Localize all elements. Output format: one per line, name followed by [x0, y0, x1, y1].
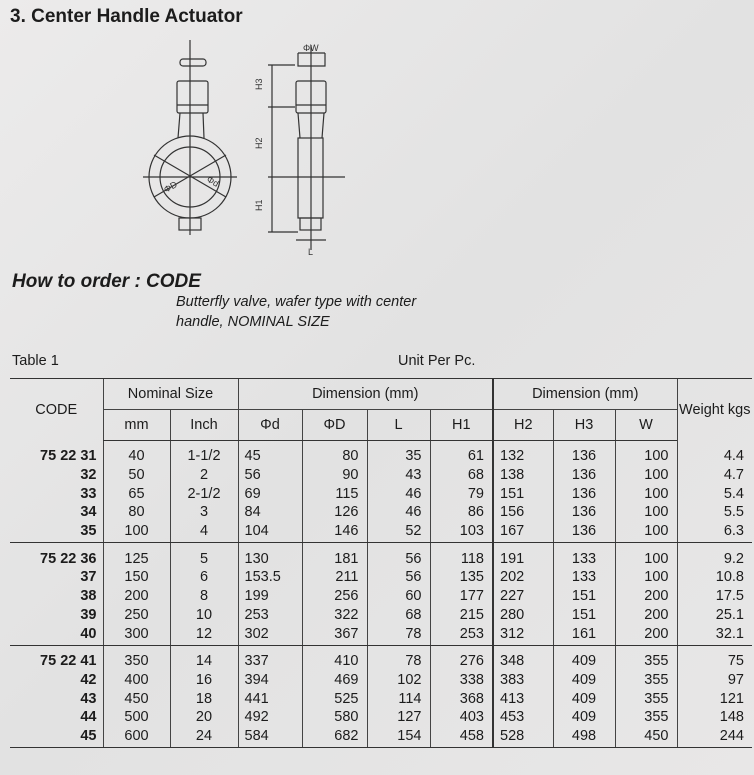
- cell-H2: 280: [493, 606, 553, 625]
- cell-L: 114: [367, 689, 430, 708]
- header-H1: H1: [430, 410, 493, 441]
- cell-phiD: 367: [302, 624, 367, 645]
- cell-phiD: 90: [302, 466, 367, 485]
- table-row: [10, 503, 752, 522]
- cell-mm: 100: [103, 522, 170, 543]
- cell-code: 32: [80, 467, 97, 484]
- cell-H1: 215: [430, 606, 493, 625]
- cell-phiD: 126: [302, 503, 367, 522]
- cell-weight: 148: [677, 708, 752, 727]
- table-row: [10, 466, 752, 485]
- cell-weight: 32.1: [677, 624, 752, 645]
- cell-H2: 413: [493, 689, 553, 708]
- cell-phid: 253: [238, 606, 302, 625]
- cell-W: 100: [615, 503, 677, 522]
- cell-phiD: 682: [302, 727, 367, 748]
- L-label: L: [308, 247, 314, 257]
- table-row: [10, 689, 752, 708]
- table-body: [10, 441, 752, 748]
- table-row: [10, 543, 752, 568]
- cell-phiD: 80: [302, 441, 367, 466]
- H2-label: H2: [254, 137, 264, 149]
- cell-L: 56: [367, 568, 430, 587]
- cell-H3: 151: [553, 606, 615, 625]
- header-W: W: [615, 410, 677, 441]
- cell-inch: 12: [170, 624, 238, 645]
- table-row: [10, 568, 752, 587]
- cell-phid: 84: [238, 503, 302, 522]
- cell-L: 43: [367, 466, 430, 485]
- cell-weight: 17.5: [677, 587, 752, 606]
- cell-weight: 244: [677, 727, 752, 748]
- cell-phid: 584: [238, 727, 302, 748]
- cell-inch: 2: [170, 466, 238, 485]
- cell-H1: 276: [430, 645, 493, 670]
- cell-inch: 6: [170, 568, 238, 587]
- cell-mm: 450: [103, 689, 170, 708]
- cell-mm: 65: [103, 484, 170, 503]
- cell-phid: 492: [238, 708, 302, 727]
- phid-label: Φd: [205, 174, 221, 189]
- cell-mm: 125: [103, 543, 170, 568]
- cell-code: 42: [80, 671, 97, 688]
- cell-inch: 20: [170, 708, 238, 727]
- cell-H1: 177: [430, 587, 493, 606]
- cell-H3: 136: [553, 484, 615, 503]
- order-description-line2: handle, NOMINAL SIZE: [176, 314, 330, 330]
- cell-H2: 312: [493, 624, 553, 645]
- cell-weight: 10.8: [677, 568, 752, 587]
- section-title: 3. Center Handle Actuator: [10, 6, 243, 27]
- cell-code: 33: [80, 485, 97, 502]
- cell-code: 45: [10, 727, 103, 748]
- cell-weight: 6.3: [677, 522, 752, 543]
- cell-code: 75 22 41: [40, 653, 97, 670]
- cell-H3: 498: [553, 727, 615, 748]
- cell-mm: 350: [103, 645, 170, 670]
- cell-H1: 135: [430, 568, 493, 587]
- cell-phiD: 211: [302, 568, 367, 587]
- header-weight: Weight kgs: [677, 379, 752, 441]
- cell-H3: 409: [553, 689, 615, 708]
- cell-H3: 136: [553, 466, 615, 485]
- cell-mm: 200: [103, 587, 170, 606]
- cell-weight: 4.4: [677, 441, 752, 466]
- H3-label: H3: [254, 78, 264, 90]
- table-row: [10, 606, 752, 625]
- cell-mm: 300: [103, 624, 170, 645]
- cell-inch: 14: [170, 645, 238, 670]
- cell-H2: 348: [493, 645, 553, 670]
- cell-code: 40: [10, 624, 103, 645]
- table-row: [10, 441, 752, 466]
- cell-phid: 153.5: [238, 568, 302, 587]
- cell-W: 355: [615, 708, 677, 727]
- cell-L: 127: [367, 708, 430, 727]
- cell-inch: 3: [170, 503, 238, 522]
- cell-phiD: 322: [302, 606, 367, 625]
- cell-W: 100: [615, 543, 677, 568]
- cell-code: 75 22 36: [40, 550, 97, 567]
- cell-L: 46: [367, 484, 430, 503]
- cell-inch: 2-1/2: [170, 484, 238, 503]
- cell-H2: 138: [493, 466, 553, 485]
- header-H2: H2: [493, 410, 553, 441]
- cell-code: 38: [80, 588, 97, 605]
- unit-label: Unit Per Pc.: [398, 353, 476, 369]
- cell-inch: 8: [170, 587, 238, 606]
- header-H3: H3: [553, 410, 615, 441]
- how-to-order-heading: How to order : CODE: [12, 271, 201, 292]
- cell-L: 46: [367, 503, 430, 522]
- cell-H2: 453: [493, 708, 553, 727]
- cell-phid: 56: [238, 466, 302, 485]
- cell-W: 355: [615, 645, 677, 670]
- cell-phid: 130: [238, 543, 302, 568]
- cell-H3: 409: [553, 645, 615, 670]
- header-phid: Φd: [238, 410, 302, 441]
- cell-phid: 337: [238, 645, 302, 670]
- table-row: [10, 727, 752, 748]
- cell-inch: 5: [170, 543, 238, 568]
- cell-weight: 97: [677, 671, 752, 690]
- cell-H2: 151: [493, 484, 553, 503]
- cell-phiD: 410: [302, 645, 367, 670]
- cell-phiD: 115: [302, 484, 367, 503]
- cell-mm: 500: [103, 708, 170, 727]
- cell-L: 78: [367, 624, 430, 645]
- cell-phid: 441: [238, 689, 302, 708]
- table-row: [10, 645, 752, 670]
- table-row: [10, 522, 752, 543]
- header-inch: Inch: [170, 410, 238, 441]
- cell-W: 355: [615, 689, 677, 708]
- cell-H1: 61: [430, 441, 493, 466]
- cell-phiD: 469: [302, 671, 367, 690]
- cell-W: 100: [615, 466, 677, 485]
- cell-W: 450: [615, 727, 677, 748]
- cell-H3: 133: [553, 568, 615, 587]
- cell-weight: 5.5: [677, 503, 752, 522]
- cell-L: 78: [367, 645, 430, 670]
- cell-weight: 121: [677, 689, 752, 708]
- cell-H2: 167: [493, 522, 553, 543]
- table-row: [10, 708, 752, 727]
- cell-H3: 136: [553, 441, 615, 466]
- cell-weight: 75: [677, 645, 752, 670]
- cell-phiD: 146: [302, 522, 367, 543]
- cell-code: 39: [80, 606, 97, 623]
- cell-H2: 227: [493, 587, 553, 606]
- cell-weight: 9.2: [677, 543, 752, 568]
- cell-W: 100: [615, 522, 677, 543]
- cell-H2: 202: [493, 568, 553, 587]
- cell-phid: 394: [238, 671, 302, 690]
- cell-mm: 400: [103, 671, 170, 690]
- cell-W: 200: [615, 624, 677, 645]
- cell-L: 154: [367, 727, 430, 748]
- header-nominal-size: Nominal Size: [103, 379, 238, 410]
- cell-phid: 45: [238, 441, 302, 466]
- cell-W: 200: [615, 606, 677, 625]
- cell-phid: 302: [238, 624, 302, 645]
- cell-mm: 40: [103, 441, 170, 466]
- cell-H3: 136: [553, 503, 615, 522]
- table-label: Table 1: [12, 353, 59, 369]
- cell-W: 100: [615, 484, 677, 503]
- cell-code: 75 22 31: [40, 448, 97, 465]
- front-view: [143, 40, 237, 235]
- cell-H2: 383: [493, 671, 553, 690]
- cell-mm: 50: [103, 466, 170, 485]
- cell-phid: 199: [238, 587, 302, 606]
- cell-phiD: 256: [302, 587, 367, 606]
- cell-L: 52: [367, 522, 430, 543]
- cell-mm: 250: [103, 606, 170, 625]
- header-phiD: ΦD: [302, 410, 367, 441]
- cell-H3: 409: [553, 708, 615, 727]
- cell-L: 35: [367, 441, 430, 466]
- cell-mm: 600: [103, 727, 170, 748]
- cell-inch: 24: [170, 727, 238, 748]
- cell-inch: 18: [170, 689, 238, 708]
- cell-phiD: 525: [302, 689, 367, 708]
- cell-mm: 80: [103, 503, 170, 522]
- cell-H1: 68: [430, 466, 493, 485]
- cell-H1: 86: [430, 503, 493, 522]
- cell-H1: 253: [430, 624, 493, 645]
- cell-code: 34: [80, 504, 97, 521]
- cell-inch: 1-1/2: [170, 441, 238, 466]
- cell-L: 60: [367, 587, 430, 606]
- cell-code: 37: [80, 569, 97, 586]
- cell-inch: 16: [170, 671, 238, 690]
- cell-W: 200: [615, 587, 677, 606]
- cell-H3: 151: [553, 587, 615, 606]
- valve-diagram: [140, 35, 350, 265]
- dimension-table: [10, 378, 752, 748]
- header-code: CODE: [10, 379, 103, 441]
- order-description-line1: Butterfly valve, wafer type with center: [176, 294, 417, 310]
- cell-phiD: 580: [302, 708, 367, 727]
- cell-phid: 104: [238, 522, 302, 543]
- cell-inch: 4: [170, 522, 238, 543]
- cell-H1: 403: [430, 708, 493, 727]
- cell-H1: 338: [430, 671, 493, 690]
- cell-W: 100: [615, 441, 677, 466]
- header-mm: mm: [103, 410, 170, 441]
- cell-L: 56: [367, 543, 430, 568]
- cell-phiD: 181: [302, 543, 367, 568]
- header-L: L: [367, 410, 430, 441]
- header-dimension-2: Dimension (mm): [493, 379, 677, 410]
- cell-W: 355: [615, 671, 677, 690]
- cell-H1: 79: [430, 484, 493, 503]
- cell-H3: 133: [553, 543, 615, 568]
- cell-mm: 150: [103, 568, 170, 587]
- cell-H3: 161: [553, 624, 615, 645]
- phiW-label: ΦW: [303, 43, 319, 53]
- cell-H3: 409: [553, 671, 615, 690]
- cell-H1: 118: [430, 543, 493, 568]
- table-row: [10, 587, 752, 606]
- table-row: [10, 624, 752, 645]
- cell-L: 102: [367, 671, 430, 690]
- cell-weight: 25.1: [677, 606, 752, 625]
- cell-L: 68: [367, 606, 430, 625]
- cell-H2: 156: [493, 503, 553, 522]
- cell-weight: 4.7: [677, 466, 752, 485]
- cell-code: 44: [80, 709, 97, 726]
- header-dimension-1: Dimension (mm): [238, 379, 493, 410]
- cell-W: 100: [615, 568, 677, 587]
- H1-label: H1: [254, 199, 264, 211]
- cell-phid: 69: [238, 484, 302, 503]
- phiD-label: ΦD: [162, 179, 179, 195]
- cell-weight: 5.4: [677, 484, 752, 503]
- table-row: [10, 671, 752, 690]
- cell-code: 43: [80, 690, 97, 707]
- table-row: [10, 484, 752, 503]
- side-view: [254, 43, 345, 257]
- cell-H1: 103: [430, 522, 493, 543]
- cell-code: 35: [10, 522, 103, 543]
- cell-H1: 458: [430, 727, 493, 748]
- cell-H2: 191: [493, 543, 553, 568]
- cell-H1: 368: [430, 689, 493, 708]
- cell-H2: 132: [493, 441, 553, 466]
- cell-H2: 528: [493, 727, 553, 748]
- cell-inch: 10: [170, 606, 238, 625]
- cell-H3: 136: [553, 522, 615, 543]
